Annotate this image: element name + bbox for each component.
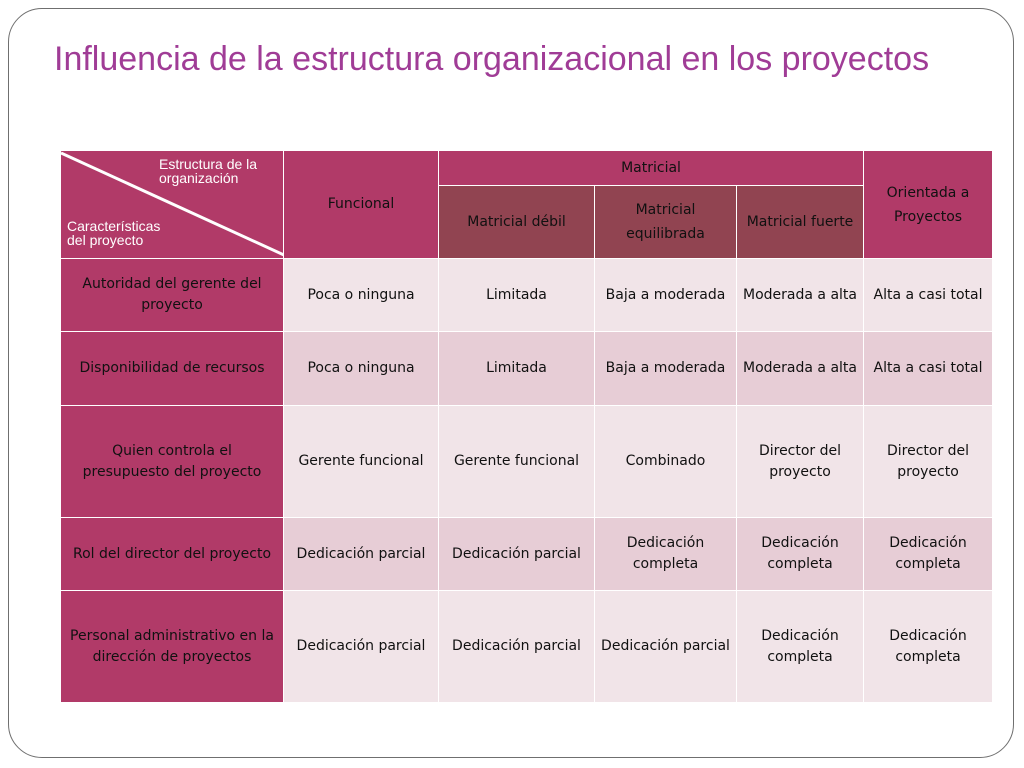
- table-cell: Dedicación completa: [737, 518, 864, 591]
- corner-structure-label: Estructura de la organización: [159, 156, 258, 186]
- table-cell: Dedicación completa: [864, 591, 993, 703]
- table-cell: Dedicación completa: [864, 518, 993, 591]
- slide-title: Influencia de la estructura organizacional en los proyectos: [54, 40, 930, 78]
- table-cell: Poca o ninguna: [284, 332, 439, 406]
- table-cell: Poca o ninguna: [284, 259, 439, 332]
- table-row: [61, 259, 993, 332]
- row-label: Quien controla el presupuesto del proyecto: [61, 406, 284, 518]
- table-cell: Moderada a alta: [737, 332, 864, 406]
- table-cell: Baja a moderada: [595, 332, 737, 406]
- row-label: Autoridad del gerente del proyecto: [61, 259, 284, 332]
- header-matricial: Matricial: [439, 151, 864, 186]
- table-cell: Alta a casi total: [864, 259, 993, 332]
- table-cell: Dedicación parcial: [284, 518, 439, 591]
- table-row: [61, 591, 993, 703]
- row-label: Rol del director del proyecto: [61, 518, 284, 591]
- table-cell: Limitada: [439, 332, 595, 406]
- table-row: [61, 518, 993, 591]
- table-cell: Director del proyecto: [737, 406, 864, 518]
- table-cell: Combinado: [595, 406, 737, 518]
- structure-table: [60, 150, 993, 703]
- table-cell: Gerente funcional: [284, 406, 439, 518]
- table-cell: Moderada a alta: [737, 259, 864, 332]
- table-cell: Alta a casi total: [864, 332, 993, 406]
- table-cell: Director del proyecto: [864, 406, 993, 518]
- row-label: Personal administrativo en la dirección de proyectos: [61, 591, 284, 703]
- table-cell: Baja a moderada: [595, 259, 737, 332]
- table-cell: Dedicación parcial: [439, 518, 595, 591]
- table-cell: Dedicación parcial: [284, 591, 439, 703]
- corner-characteristics-label: Características del proyecto: [67, 218, 161, 248]
- table-cell: Gerente funcional: [439, 406, 595, 518]
- subheader-matricial-debil: Matricial débil: [439, 186, 595, 259]
- corner-header: [61, 151, 284, 259]
- table-cell: Limitada: [439, 259, 595, 332]
- table-row: [61, 332, 993, 406]
- row-label: Disponibilidad de recursos: [61, 332, 284, 406]
- table-cell: Dedicación completa: [595, 518, 737, 591]
- subheader-matricial-equilibrada: Matricial equilibrada: [595, 186, 737, 259]
- subheader-matricial-fuerte: Matricial fuerte: [737, 186, 864, 259]
- table-cell: Dedicación completa: [737, 591, 864, 703]
- table-row: [61, 406, 993, 518]
- header-funcional: Funcional: [284, 151, 439, 259]
- table-cell: Dedicación parcial: [595, 591, 737, 703]
- header-orientada: Orientada a Proyectos: [864, 151, 993, 259]
- table-cell: Dedicación parcial: [439, 591, 595, 703]
